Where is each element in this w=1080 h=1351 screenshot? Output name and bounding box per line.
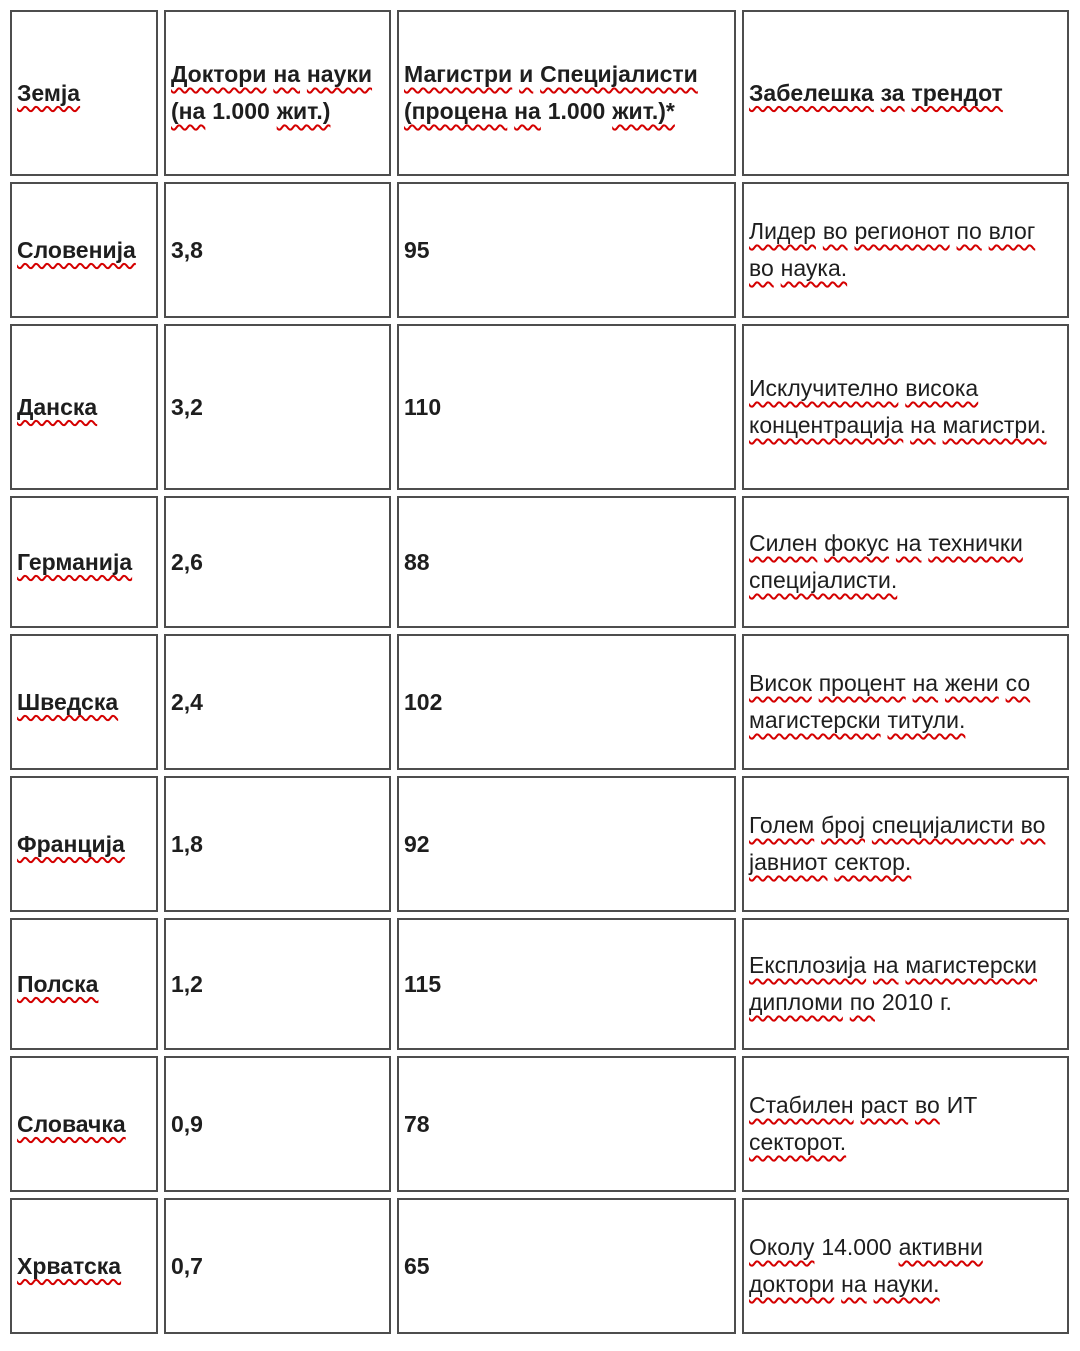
masters-value-cell[interactable] [397,1198,736,1334]
word: дипломи [749,989,843,1015]
word: 102 [404,688,443,715]
word: фокус [824,530,890,557]
word: регионот [854,218,950,245]
word: 2,6 [171,548,203,575]
word: на [873,952,899,979]
word: специјалисти. [749,567,898,593]
country-cell[interactable] [10,634,158,770]
phd-value-cell[interactable] [164,496,391,628]
word: жени [944,670,999,697]
phd-value-cell[interactable] [164,1198,391,1334]
table-row [10,496,1069,628]
country-cell[interactable] [10,324,158,490]
word: 1.000 [547,98,606,124]
column-header-country[interactable] [10,10,158,176]
word: 0,9 [171,1110,203,1137]
word: влог [988,218,1036,245]
word: во [1020,812,1046,839]
word: раст [860,1092,909,1119]
note-cell[interactable] [742,1198,1069,1334]
word: со [1005,670,1031,697]
word: Забелешка [749,79,874,106]
word: доктори [749,1271,835,1297]
word: секторот. [749,1129,847,1155]
word: Висок [749,670,812,697]
statistics-table [4,4,1075,1340]
word: број [821,812,865,839]
word: во [749,255,774,281]
word: 110 [404,393,442,420]
table-row [10,634,1069,770]
table-row [10,1056,1069,1192]
word: 1.000 [212,98,270,124]
word: по [849,989,875,1015]
country-cell[interactable] [10,182,158,318]
phd-value-cell[interactable] [164,634,391,770]
word: Полска [17,970,99,997]
phd-value-cell[interactable] [164,918,391,1050]
word: за [880,79,905,106]
note-cell[interactable] [742,182,1069,318]
word: (процена [404,98,508,124]
word: Хрватска [17,1252,122,1279]
word: сектор. [834,849,912,875]
word: на [895,530,922,557]
word: науки. [873,1271,940,1297]
phd-value-cell[interactable] [164,324,391,490]
table-row [10,918,1069,1050]
word: 3,2 [171,393,203,420]
word: Силен [749,530,818,557]
word: Словачка [17,1110,126,1137]
table-row [10,1198,1069,1334]
word: 65 [404,1252,430,1279]
word: 1,2 [171,970,203,997]
masters-value-cell[interactable] [397,634,736,770]
country-cell[interactable] [10,1056,158,1192]
word: по [956,218,982,245]
note-cell[interactable] [742,324,1069,490]
note-cell[interactable] [742,918,1069,1050]
column-header-trend-note[interactable] [742,10,1069,176]
header-row [10,10,1069,176]
masters-value-cell[interactable] [397,918,736,1050]
word: Шведска [17,688,119,715]
country-cell[interactable] [10,1198,158,1334]
word: магистерски [905,952,1038,979]
word: 1,8 [171,830,203,857]
word: висока [905,375,979,402]
note-cell[interactable] [742,634,1069,770]
table-row [10,182,1069,318]
phd-value-cell[interactable] [164,182,391,318]
word: 2,4 [171,688,203,715]
word: (на [171,98,206,124]
word: Околу [749,1234,815,1261]
word: Данска [17,393,98,420]
word: Доктори [171,61,267,88]
word: Специјалисти [540,61,698,88]
word: 88 [404,548,430,575]
masters-value-cell[interactable] [397,776,736,912]
word: на [912,670,939,697]
word: 95 [404,236,430,263]
word: Експлозија [749,952,867,979]
word: 115 [404,970,442,997]
word: 3,8 [171,236,203,263]
word: и [519,61,534,88]
word: во [915,1092,940,1119]
masters-value-cell[interactable] [397,324,736,490]
word: концентрација [749,412,904,438]
word: 92 [404,830,430,857]
word: Словенија [17,236,136,263]
word: титули. [887,707,966,733]
country-cell[interactable] [10,776,158,912]
word: на [910,412,936,438]
word: Стабилен [749,1092,854,1119]
table-row [10,324,1069,490]
word: магистерски [749,707,881,733]
word: Франција [17,830,125,857]
word: наука. [780,255,848,281]
word: технички [928,530,1023,557]
table-row [10,776,1069,912]
word: Лидер [749,218,816,245]
word: процент [818,670,906,697]
column-header-masters-per-1000[interactable] [397,10,736,176]
word: активни [898,1234,983,1261]
table-header [10,10,1069,176]
phd-value-cell[interactable] [164,776,391,912]
country-cell[interactable] [10,496,158,628]
word: Исклучително [749,375,899,402]
word: 14.000 [821,1234,892,1261]
note-cell[interactable] [742,1056,1069,1192]
masters-value-cell[interactable] [397,496,736,628]
word: во [822,218,848,245]
word: науки [306,61,373,88]
word: жит.)* [612,98,675,124]
word: Земја [17,79,81,106]
note-cell[interactable] [742,496,1069,628]
word: Голем [749,812,815,839]
table-body [10,182,1069,1334]
word: на [273,61,301,88]
word: магистри. [942,412,1047,438]
word: на [841,1271,867,1297]
masters-value-cell[interactable] [397,1056,736,1192]
word: ИТ [946,1092,978,1119]
word: трендот [911,79,1003,106]
word: 2010 [881,989,934,1015]
note-cell[interactable] [742,776,1069,912]
word: г. [939,989,952,1015]
word: жит.) [276,98,331,124]
word: Германија [17,548,133,575]
phd-value-cell[interactable] [164,1056,391,1192]
word: Магистри [404,61,513,88]
word: 78 [404,1110,430,1137]
word: специјалисти [871,812,1014,839]
column-header-phd-per-1000[interactable] [164,10,391,176]
word: јавниот [749,849,828,875]
word: 0,7 [171,1252,203,1279]
country-cell[interactable] [10,918,158,1050]
word: на [514,98,541,124]
masters-value-cell[interactable] [397,182,736,318]
